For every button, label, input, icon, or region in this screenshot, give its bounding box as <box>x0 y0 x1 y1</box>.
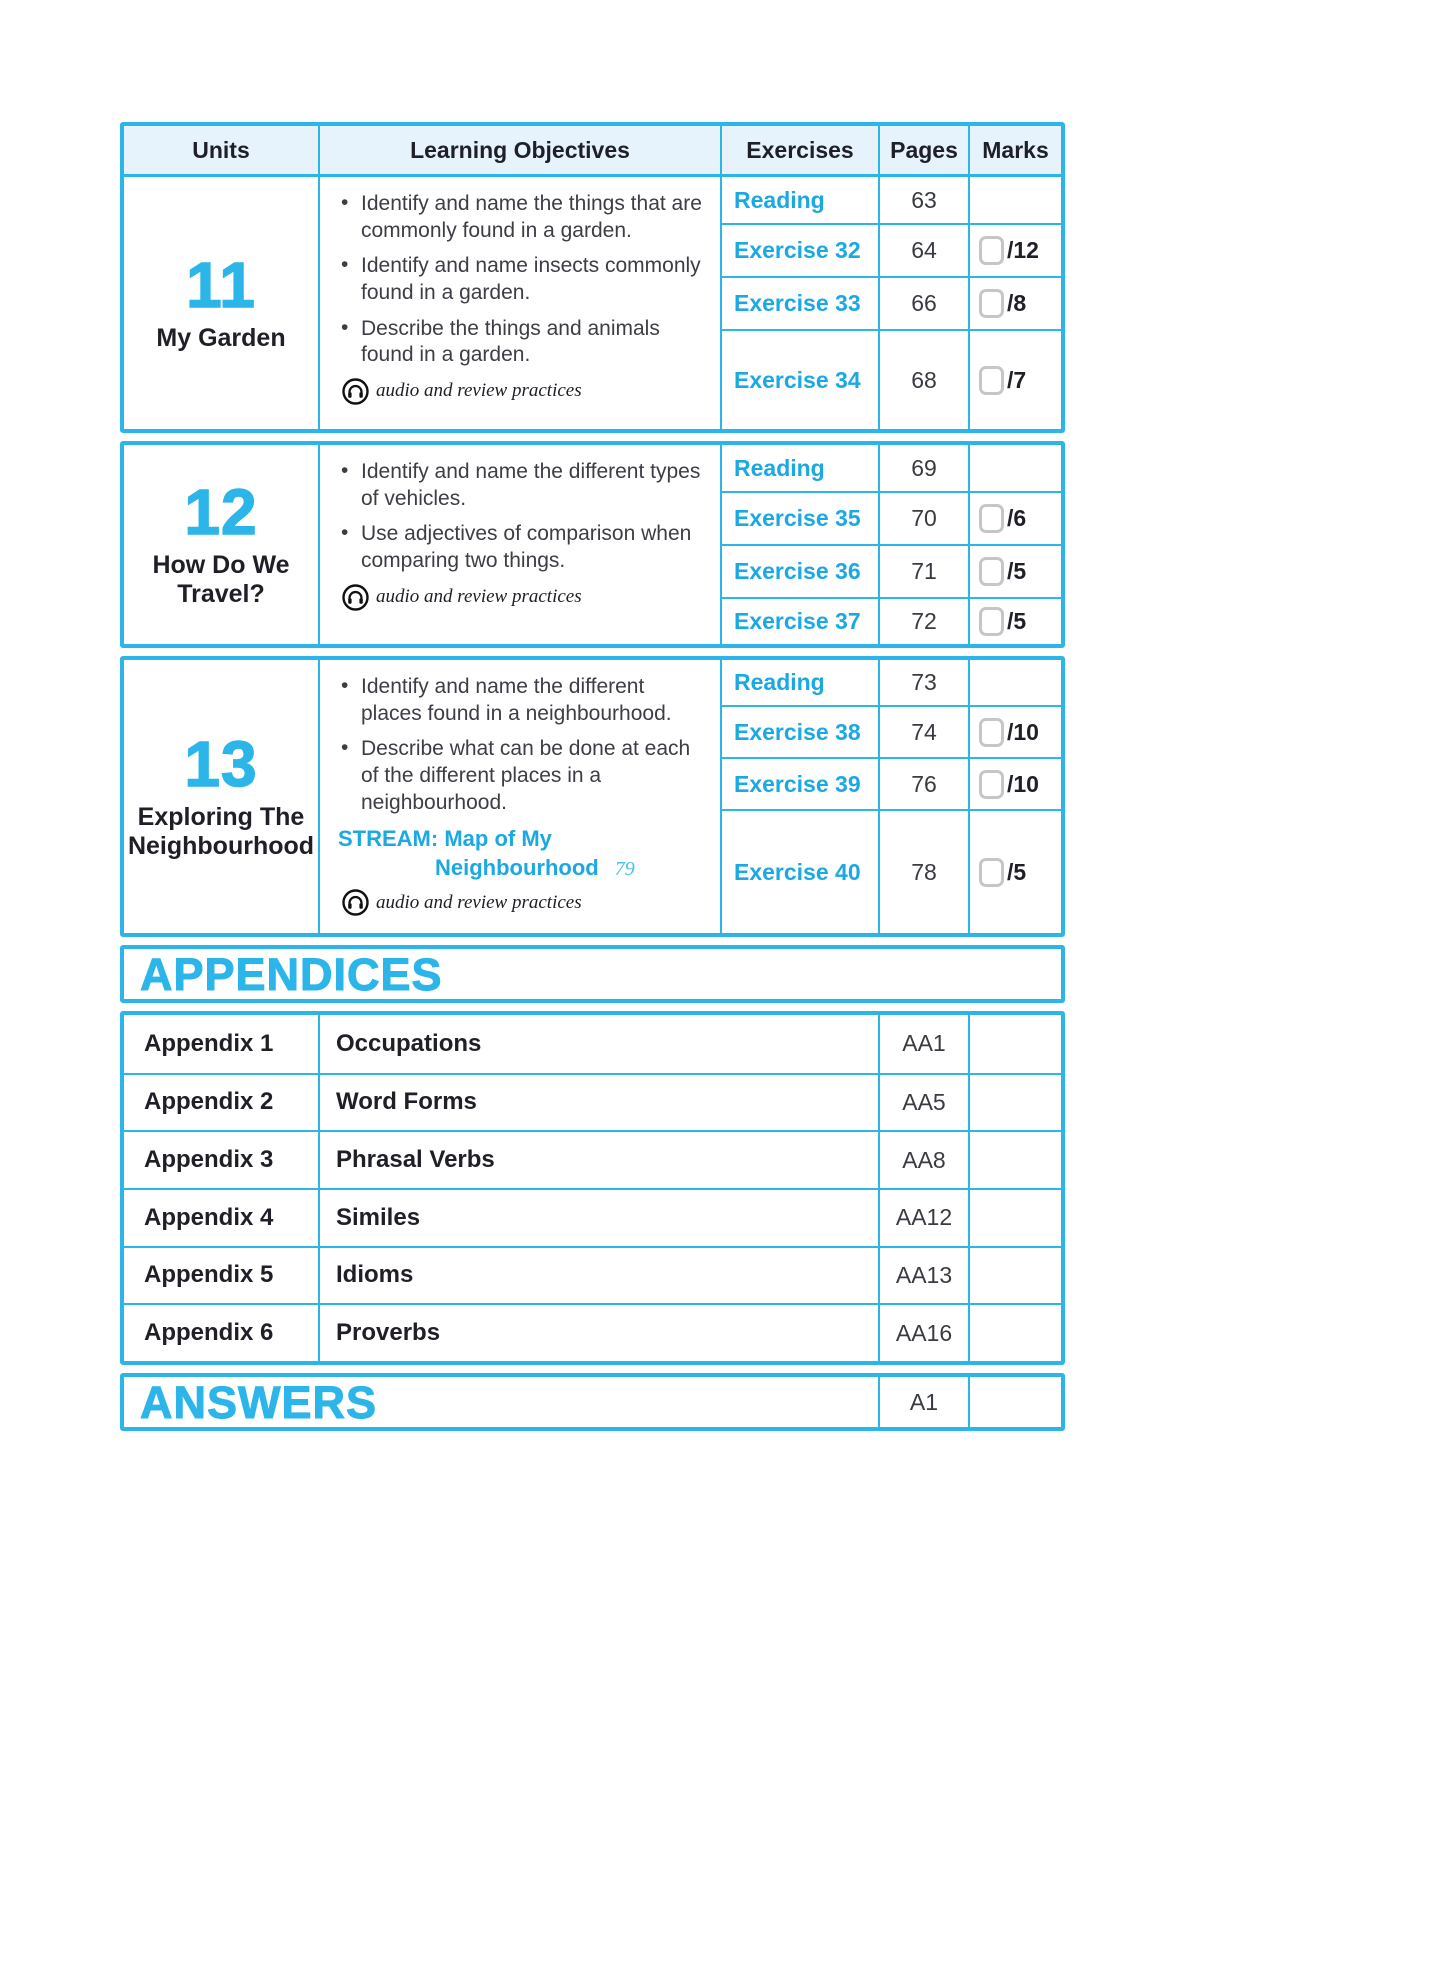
page-number: 68 <box>878 329 968 429</box>
exercise-label: Exercise 36 <box>720 544 878 597</box>
objective-item: • Identify and name the different places found in a neighbourhood. <box>338 674 708 727</box>
page-number: 66 <box>878 276 968 329</box>
appendix-page: AA13 <box>878 1246 968 1304</box>
audio-note-label: audio and review practices <box>376 586 582 608</box>
marks-total: /10 <box>1007 770 1039 797</box>
answers-heading: ANSWERS <box>140 1376 378 1428</box>
exercise-label: Exercise 32 <box>720 223 878 276</box>
answers-page: A1 <box>878 1377 968 1427</box>
appendix-title: Occupations <box>318 1015 878 1073</box>
column-header-learning-objectives: Learning Objectives <box>318 126 720 174</box>
audio-note <box>342 378 708 405</box>
column-header-pages: Pages <box>878 126 968 174</box>
exercise-label: Exercise 34 <box>720 329 878 429</box>
unit-11-section <box>120 122 1065 433</box>
audio-note <box>342 584 708 611</box>
unit-12-objectives <box>318 445 720 644</box>
marks-cell <box>968 177 1061 223</box>
objective-item: • Use adjectives of comparison when comparing two things. <box>338 521 708 574</box>
marks-cell <box>968 1073 1061 1131</box>
headphones-icon <box>342 378 369 405</box>
marks-cell <box>968 491 1061 544</box>
page-number: 74 <box>878 705 968 757</box>
marks-cell <box>968 705 1061 757</box>
marks-cell <box>968 1246 1061 1304</box>
appendix-title: Phrasal Verbs <box>318 1130 878 1188</box>
exercise-label: Exercise 35 <box>720 491 878 544</box>
objective-item: • Identify and name insects commonly found in a garden. <box>338 253 708 306</box>
marks-checkbox <box>979 504 1004 533</box>
marks-cell <box>968 223 1061 276</box>
marks-cell <box>968 660 1061 705</box>
marks-cell <box>968 809 1061 933</box>
unit-13-objectives <box>318 660 720 933</box>
appendices-banner <box>120 945 1065 1003</box>
column-header-marks: Marks <box>968 126 1061 174</box>
stream-title-line2: Neighbourhood <box>435 854 599 880</box>
unit-title: Exploring The Neighbourhood <box>127 803 315 860</box>
exercise-label: Exercise 39 <box>720 757 878 809</box>
marks-cell <box>968 1303 1061 1361</box>
appendix-label: Appendix 3 <box>124 1130 318 1188</box>
exercise-label: Reading <box>720 177 878 223</box>
appendix-label: Appendix 6 <box>124 1303 318 1361</box>
objective-item: • Identify and name the different types of vehicles. <box>338 459 708 512</box>
page-number: 76 <box>878 757 968 809</box>
answers-heading-cell <box>124 1377 878 1427</box>
exercise-label: Exercise 37 <box>720 597 878 644</box>
table-of-contents <box>120 122 1065 1431</box>
audio-note-label: audio and review practices <box>376 891 582 913</box>
marks-checkbox <box>979 718 1004 747</box>
marks-checkbox <box>979 366 1004 395</box>
answers-section <box>120 1373 1065 1431</box>
marks-total: /5 <box>1007 558 1027 584</box>
objective-item: • Describe the things and animals found in a garden. <box>338 316 708 369</box>
stream-page: 79 <box>614 857 635 880</box>
unit-number: 13 <box>184 728 258 801</box>
appendix-title: Similes <box>318 1188 878 1246</box>
marks-total: /12 <box>1007 237 1039 263</box>
marks-cell <box>968 1188 1061 1246</box>
unit-number: 11 <box>186 249 256 322</box>
page-number: 63 <box>878 177 968 223</box>
exercise-label: Reading <box>720 660 878 705</box>
audio-note-label: audio and review practices <box>376 380 582 402</box>
appendix-label: Appendix 5 <box>124 1246 318 1304</box>
marks-cell <box>968 1377 1061 1427</box>
marks-cell <box>968 1015 1061 1073</box>
table-header <box>124 126 1061 177</box>
appendix-page: AA8 <box>878 1130 968 1188</box>
page-number: 70 <box>878 491 968 544</box>
marks-checkbox <box>979 858 1004 887</box>
exercise-label: Exercise 40 <box>720 809 878 933</box>
appendix-page: AA5 <box>878 1073 968 1131</box>
unit-12-section <box>120 441 1065 648</box>
marks-cell <box>968 1130 1061 1188</box>
stream-note <box>338 825 708 882</box>
marks-checkbox <box>979 770 1004 799</box>
appendix-title: Word Forms <box>318 1073 878 1131</box>
marks-checkbox <box>979 557 1004 586</box>
stream-label: STREAM: <box>338 826 439 852</box>
unit-title: How Do We Travel? <box>152 551 290 608</box>
marks-cell <box>968 329 1061 429</box>
unit-title: My Garden <box>156 324 286 353</box>
page-number: 72 <box>878 597 968 644</box>
marks-checkbox <box>979 289 1004 318</box>
marks-cell <box>968 757 1061 809</box>
marks-cell <box>968 544 1061 597</box>
marks-cell <box>968 445 1061 491</box>
unit-11-cell <box>124 177 318 429</box>
page-number: 71 <box>878 544 968 597</box>
headphones-icon <box>342 584 369 611</box>
marks-cell <box>968 276 1061 329</box>
appendix-title: Idioms <box>318 1246 878 1304</box>
objective-item: • Identify and name the things that are commonly found in a garden. <box>338 191 708 244</box>
unit-13-cell <box>124 660 318 933</box>
marks-checkbox <box>979 236 1004 265</box>
appendix-label: Appendix 1 <box>144 1029 274 1057</box>
column-header-exercises: Exercises <box>720 126 878 174</box>
appendix-label: Appendix 2 <box>124 1073 318 1131</box>
marks-total: /5 <box>1007 608 1027 634</box>
appendix-page: AA12 <box>878 1188 968 1246</box>
appendix-page: AA16 <box>878 1303 968 1361</box>
appendix-title: Proverbs <box>318 1303 878 1361</box>
unit-11-objectives <box>318 177 720 429</box>
headphones-icon <box>342 889 369 916</box>
stream-line <box>338 854 708 883</box>
marks-total: /8 <box>1007 290 1027 316</box>
marks-total: /10 <box>1007 718 1039 745</box>
exercise-label: Exercise 33 <box>720 276 878 329</box>
unit-13-section <box>120 656 1065 937</box>
marks-total: /5 <box>1007 858 1027 885</box>
exercise-label: Reading <box>720 445 878 491</box>
stream-title-line1: Map of My <box>444 826 552 852</box>
audio-note <box>342 889 708 916</box>
unit-number: 12 <box>184 476 258 549</box>
page-number: 78 <box>878 809 968 933</box>
marks-total: /6 <box>1007 505 1027 531</box>
marks-cell <box>968 597 1061 644</box>
marks-total: /7 <box>1007 366 1027 393</box>
appendices-heading: APPENDICES <box>140 948 443 1000</box>
appendix-label: Appendix 4 <box>124 1188 318 1246</box>
appendix-list <box>120 1011 1065 1365</box>
page-number: 64 <box>878 223 968 276</box>
stream-line <box>338 825 708 854</box>
column-header-units: Units <box>192 136 250 163</box>
appendix-page: AA1 <box>878 1015 968 1073</box>
exercise-label: Exercise 38 <box>720 705 878 757</box>
page-number: 69 <box>878 445 968 491</box>
marks-checkbox <box>979 607 1004 636</box>
unit-12-cell <box>124 445 318 644</box>
unit-11-grid <box>124 177 1061 429</box>
page-number: 73 <box>878 660 968 705</box>
objective-item: • Describe what can be done at each of the different places in a neighbourhood. <box>338 736 708 816</box>
